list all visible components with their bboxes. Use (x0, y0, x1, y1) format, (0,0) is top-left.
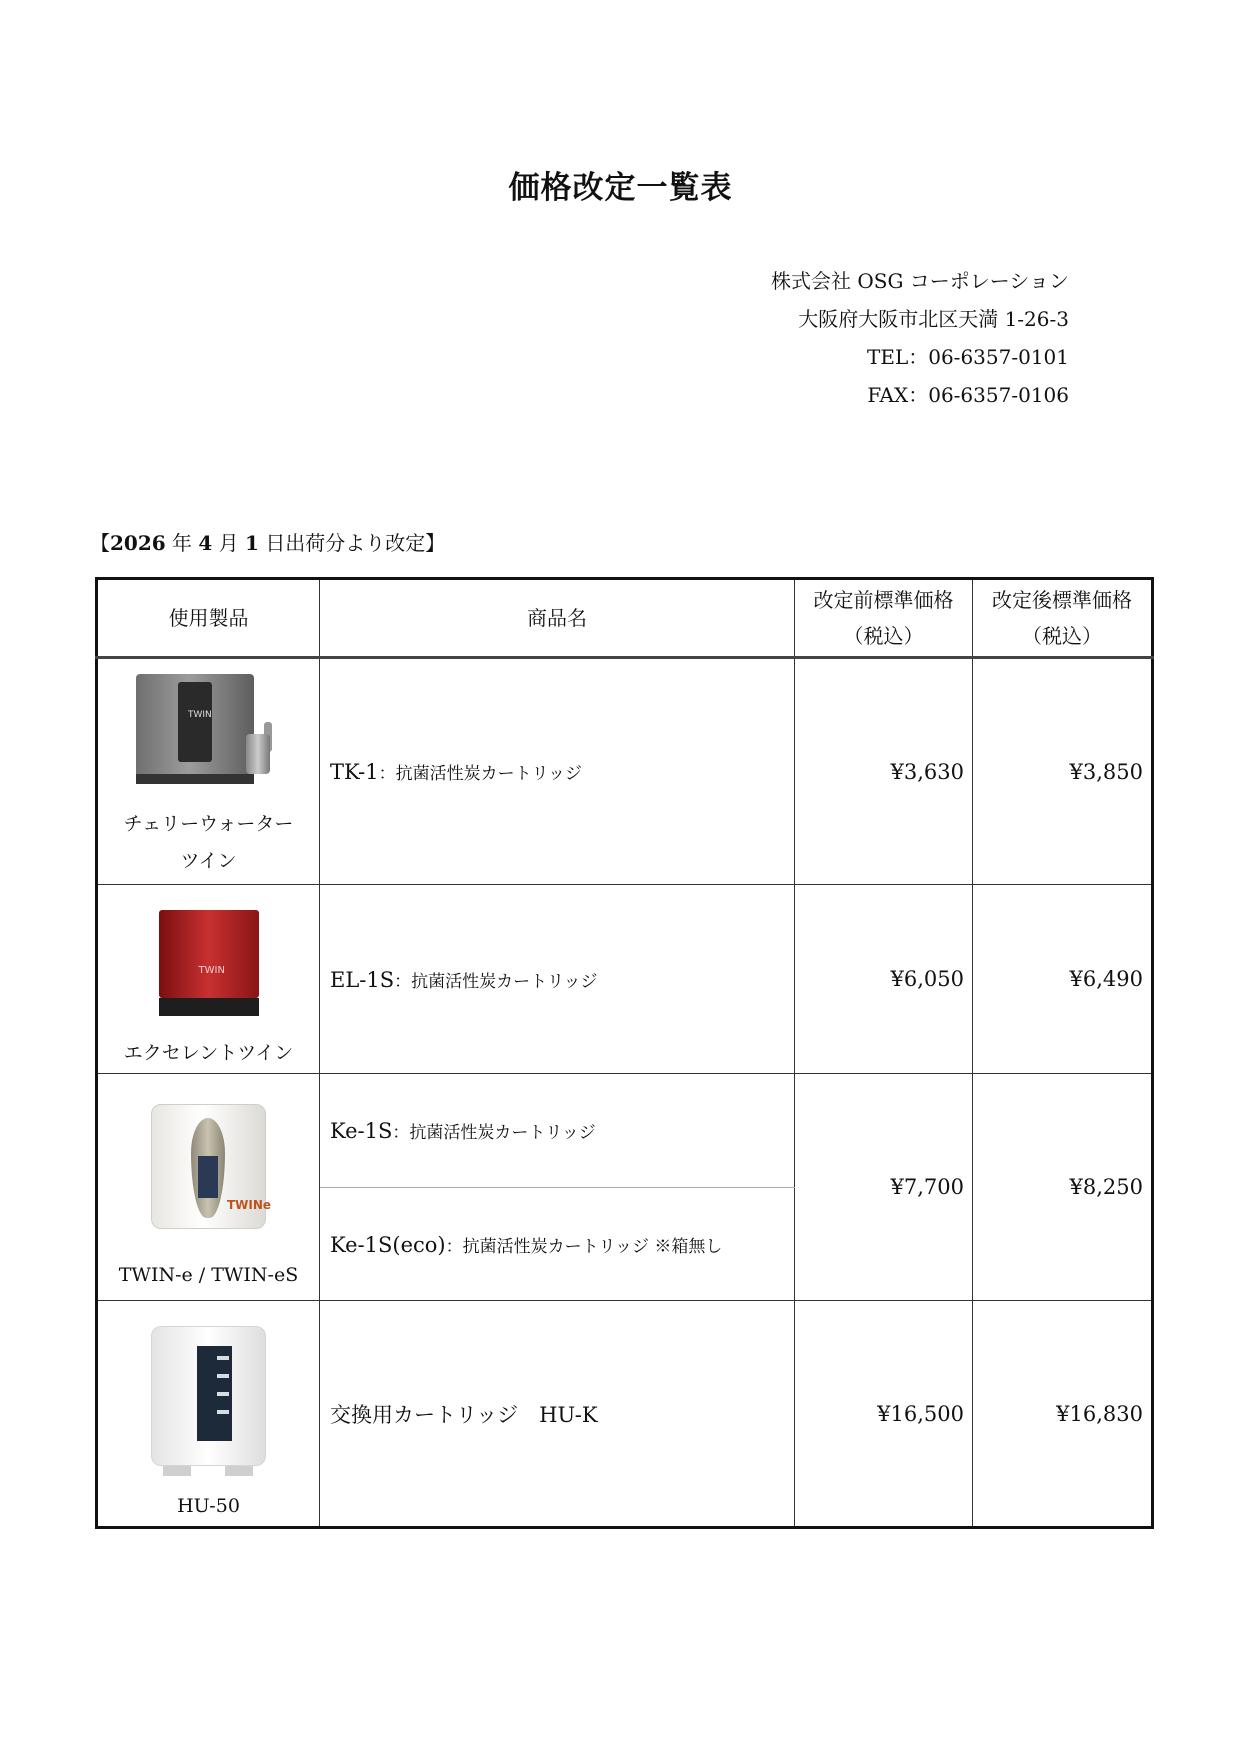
notice-rest: 日出荷分より改定】 (265, 531, 446, 555)
notice-day: 1 (245, 531, 259, 555)
product-name: HU-50 (177, 1495, 240, 1517)
product-image-cherry-water-twin (136, 674, 281, 794)
price-table (95, 577, 1154, 1529)
notice-open: 【 (90, 531, 110, 555)
price-after: ¥16,830 (973, 1301, 1153, 1528)
item-name-cell (320, 1074, 795, 1188)
product-cell (97, 1074, 320, 1301)
table-row (97, 658, 1153, 885)
company-info (771, 262, 1069, 414)
company-address: 大阪府大阪市北区天満 1-26-3 (798, 307, 1069, 331)
company-fax: FAX：06-6357-0106 (867, 383, 1069, 407)
item-code: TK-1 (330, 760, 379, 784)
product-name-line2: ツイン (180, 850, 237, 872)
notice-year-unit: 年 (172, 531, 193, 555)
item-code: EL-1S (330, 967, 395, 992)
item-desc: ：抗菌活性炭カートリッジ ※箱無し (445, 1236, 723, 1257)
product-image-excellent-twin (159, 910, 259, 1020)
revision-notice (90, 527, 445, 556)
product-image-twin-e (151, 1104, 272, 1239)
item-desc: ：抗菌活性炭カートリッジ (394, 971, 598, 992)
header-price-after: 改定後標準価格 （税込） (973, 579, 1153, 658)
price-after: ¥3,850 (973, 658, 1153, 885)
price-before: ¥3,630 (795, 658, 973, 885)
item-name-cell (320, 885, 795, 1074)
company-tel: TEL：06-6357-0101 (867, 345, 1069, 369)
header-product: 使用製品 (97, 579, 320, 658)
item-code: Ke-1S(eco) (330, 1232, 446, 1257)
price-after: ¥8,250 (973, 1074, 1153, 1301)
item-name-cell (320, 658, 795, 885)
price-before: ¥7,700 (795, 1074, 973, 1301)
price-before: ¥16,500 (795, 1301, 973, 1528)
item-code: Ke-1S (330, 1119, 393, 1143)
header-item: 商品名 (320, 579, 795, 658)
product-name: チェリーウォーター (123, 813, 294, 835)
product-image-hu-50 (151, 1326, 266, 1476)
table-row (97, 885, 1153, 1074)
notice-month-unit: 月 (218, 531, 239, 555)
item-name-cell (320, 1188, 795, 1301)
item-desc: ：抗菌活性炭カートリッジ (378, 764, 582, 784)
price-before: ¥6,050 (795, 885, 973, 1074)
product-cell (97, 658, 320, 885)
company-name: 株式会社 OSG コーポレーション (771, 269, 1069, 293)
product-cell (97, 885, 320, 1074)
table-row (97, 1074, 1153, 1188)
item-desc: ：抗菌活性炭カートリッジ (392, 1123, 596, 1143)
product-name: エクセレントツイン (123, 1042, 294, 1064)
product-name: TWIN-e / TWIN-eS (118, 1264, 299, 1286)
item-code: 交換用カートリッジ HU-K (330, 1402, 598, 1427)
notice-year: 2026 (110, 531, 166, 555)
image-logo-text: TWINe (227, 1198, 272, 1212)
table-row (97, 1301, 1153, 1528)
header-price-before: 改定前標準価格 （税込） (795, 579, 973, 658)
image-logo-text: TWIN (198, 965, 225, 976)
price-after: ¥6,490 (973, 885, 1153, 1074)
table-header-row (97, 579, 1153, 658)
item-name-cell (320, 1301, 795, 1528)
image-logo-text: TWIN (188, 710, 212, 720)
page-title: 価格改定一覧表 (508, 170, 733, 206)
product-cell (97, 1301, 320, 1528)
notice-month: 4 (198, 531, 213, 555)
